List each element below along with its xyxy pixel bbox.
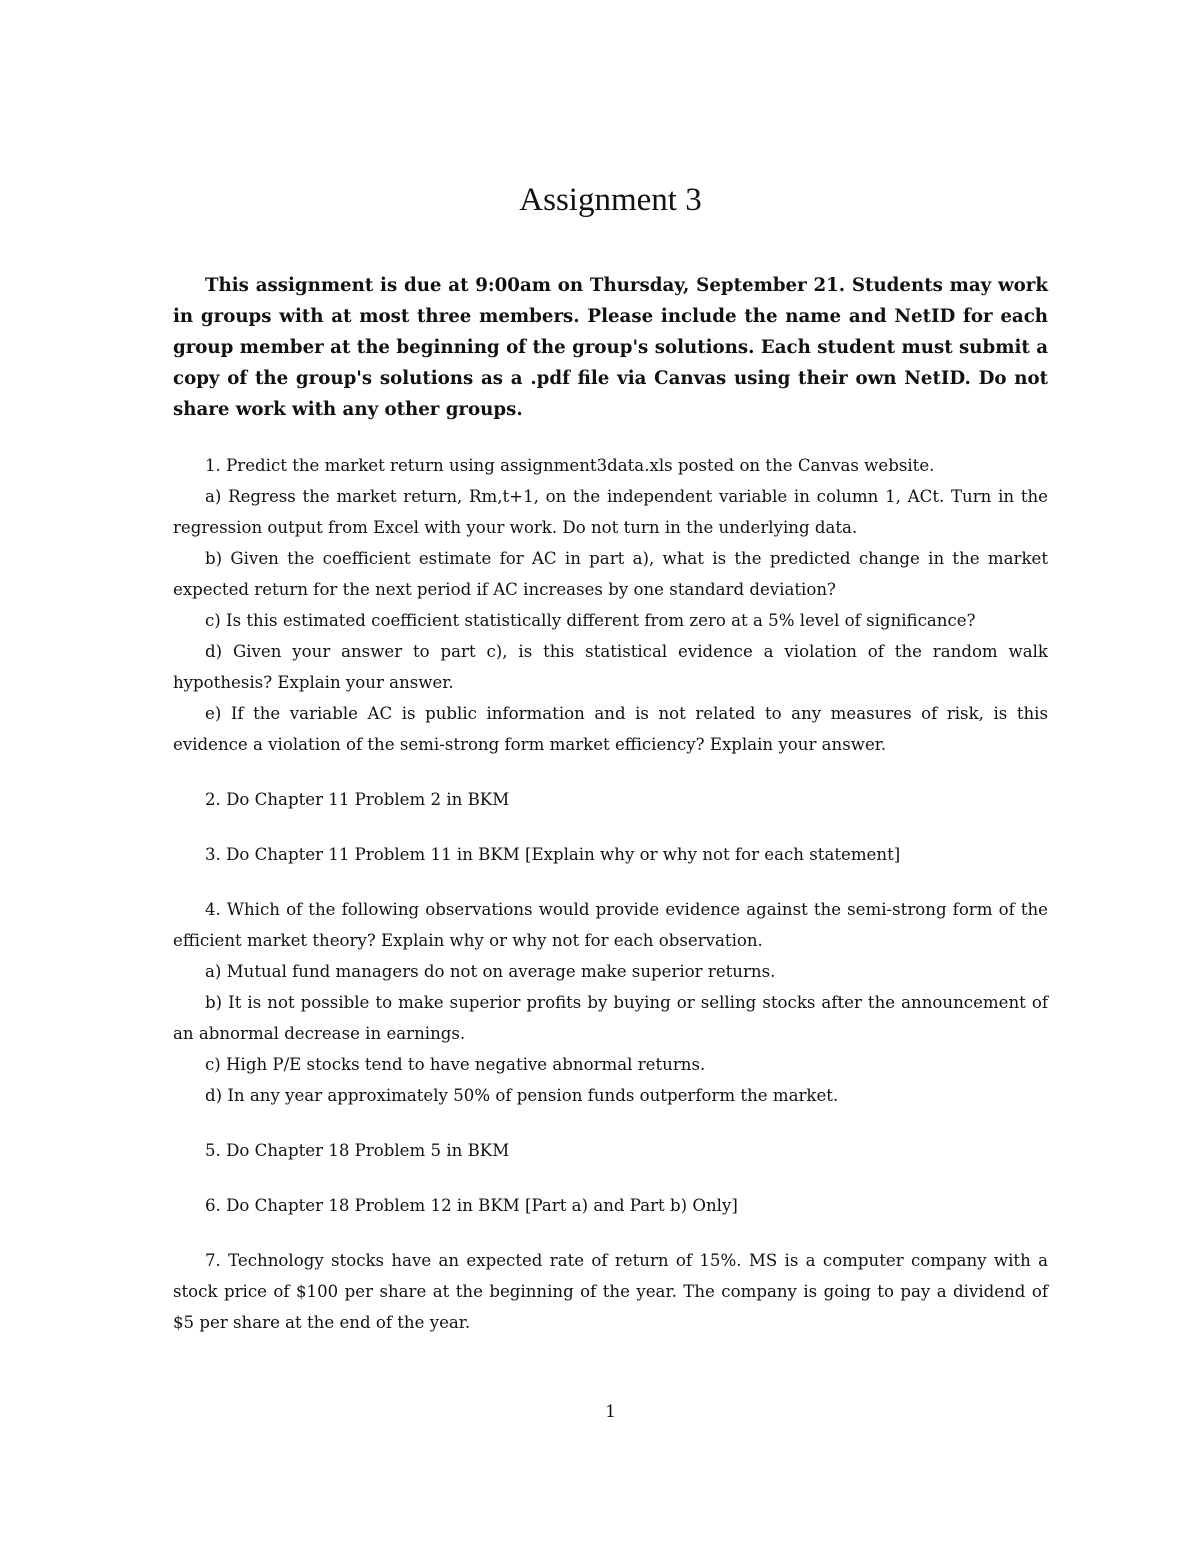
question-1-stem: 1. Predict the market return using assignment3data.xls posted on the Canvas website.: [205, 456, 935, 475]
question-1-part-d: d) Given your answer to part c), is this statistical evidence a violation of the random walk hypothesis? Explain your answer.: [173, 642, 1048, 692]
question-4-part-a: a) Mutual fund managers do not on average make superior returns.: [205, 962, 776, 981]
assignment-instructions: This assignment is due at 9:00am on Thursday, September 21. Students may work in groups with at most three members. Please include the name and NetID for each group member at the beginning of the group's solutions. Each student must submit a copy of the group's solutions as a .pdf file via Canvas using their own NetID. Do not share work with any other groups.: [173, 275, 1048, 420]
question-4-part-c: c) High P/E stocks tend to have negative abnormal returns.: [205, 1055, 706, 1074]
question-1-part-e: e) If the variable AC is public information and is not related to any measures of risk, is this evidence a violation of the semi-strong form market efficiency? Explain your answer.: [173, 704, 1048, 754]
question-4-part-b: b) It is not possible to make superior profits by buying or selling stocks after the announcement of an abnormal decrease in earnings.: [173, 993, 1048, 1043]
question-5: 5. Do Chapter 18 Problem 5 in BKM: [205, 1141, 510, 1160]
question-1-part-c: c) Is this estimated coefficient statistically different from zero at a 5% level of significance?: [205, 611, 976, 630]
questions: [173, 450, 1048, 1338]
question-6: 6. Do Chapter 18 Problem 12 in BKM [Part a) and Part b) Only]: [205, 1196, 738, 1215]
page-number: 1: [605, 1402, 616, 1421]
page-title: Assignment 3: [519, 182, 702, 218]
question-3: 3. Do Chapter 11 Problem 11 in BKM [Explain why or why not for each statement]: [205, 845, 901, 864]
question-7: 7. Technology stocks have an expected rate of return of 15%. MS is a computer company with a stock price of $100 per share at the beginning of the year. The company is going to pay a dividend of $5 per share at the end of the year.: [173, 1251, 1048, 1332]
question-1-part-b: b) Given the coefficient estimate for AC in part a), what is the predicted change in the market expected return for the next period if AC increases by one standard deviation?: [173, 549, 1048, 599]
question-4-part-d: d) In any year approximately 50% of pension funds outperform the market.: [205, 1086, 839, 1105]
question-4-stem: 4. Which of the following observations would provide evidence against the semi-strong form of the efficient market theory? Explain why or why not for each observation.: [173, 900, 1048, 950]
question-1-part-a: a) Regress the market return, Rm,t+1, on the independent variable in column 1, ACt. Turn in the regression output from Excel with your work. Do not turn in the underlying data.: [173, 487, 1048, 537]
question-2: 2. Do Chapter 11 Problem 2 in BKM: [205, 790, 510, 809]
